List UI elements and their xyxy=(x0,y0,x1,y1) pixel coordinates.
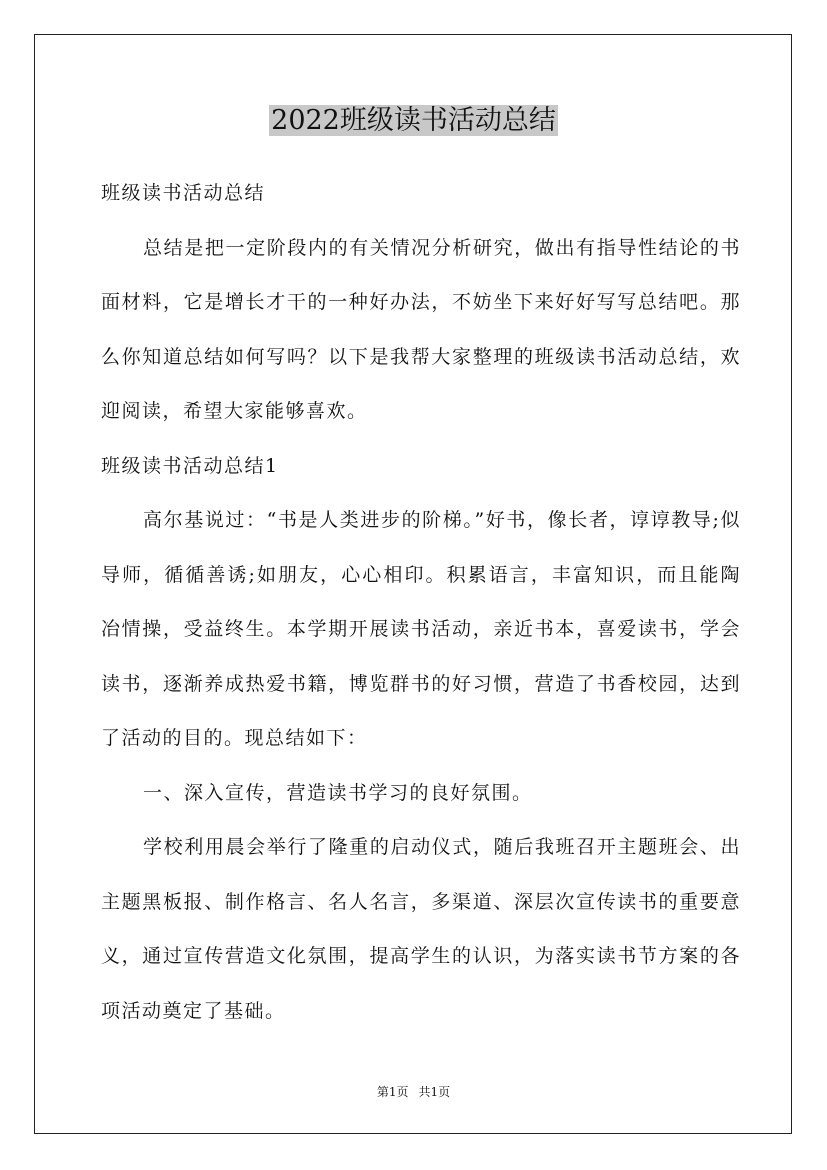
section-heading: 班级读书活动总结 xyxy=(101,182,266,204)
body-paragraph-2: 学校利用晨会举行了隆重的启动仪式，随后我班召开主题班会、出主题黑板报、制作格言、名人名言，多渠道、深层次宣传读书的重要意义，通过宣传营造文化氛围，提高学生的认识，为落实读书节方案的各项活动奠定了基础。 xyxy=(101,836,741,1022)
subheading-1: 一、深入宣传，营造读书学习的良好氛围。 xyxy=(143,781,533,804)
page-footer xyxy=(0,1082,827,1102)
section-heading-1: 班级读书活动总结1 xyxy=(101,454,279,477)
document-body xyxy=(101,166,741,1038)
page-number-current: 第1页 xyxy=(376,1085,409,1099)
document-title-text: 2022班级读书活动总结 xyxy=(271,105,556,136)
document-title xyxy=(0,101,827,141)
intro-paragraph: 总结是把一定阶段内的有关情况分析研究，做出有指导性结论的书面材料，它是增长才干的一种好办法，不妨坐下来好好写写总结吧。那么你知道总结如何写吗？以下是我帮大家整理的班级读书活动总结，欢迎阅读，希望大家能够喜欢。 xyxy=(101,236,741,422)
page-number-total: 共1页 xyxy=(418,1085,451,1099)
body-paragraph-1: 高尔基说过：“书是人类进步的阶梯。”好书，像长者，谆谆教导;似导师，循循善诱;如朋友，心心相印。积累语言，丰富知识，而且能陶冶情操，受益终生。本学期开展读书活动，亲近书本，喜爱读书，学会读书，逐渐养成热爱书籍，博览群书的好习惯，营造了书香校园，达到了活动的目的。现总结如下： xyxy=(101,509,741,749)
